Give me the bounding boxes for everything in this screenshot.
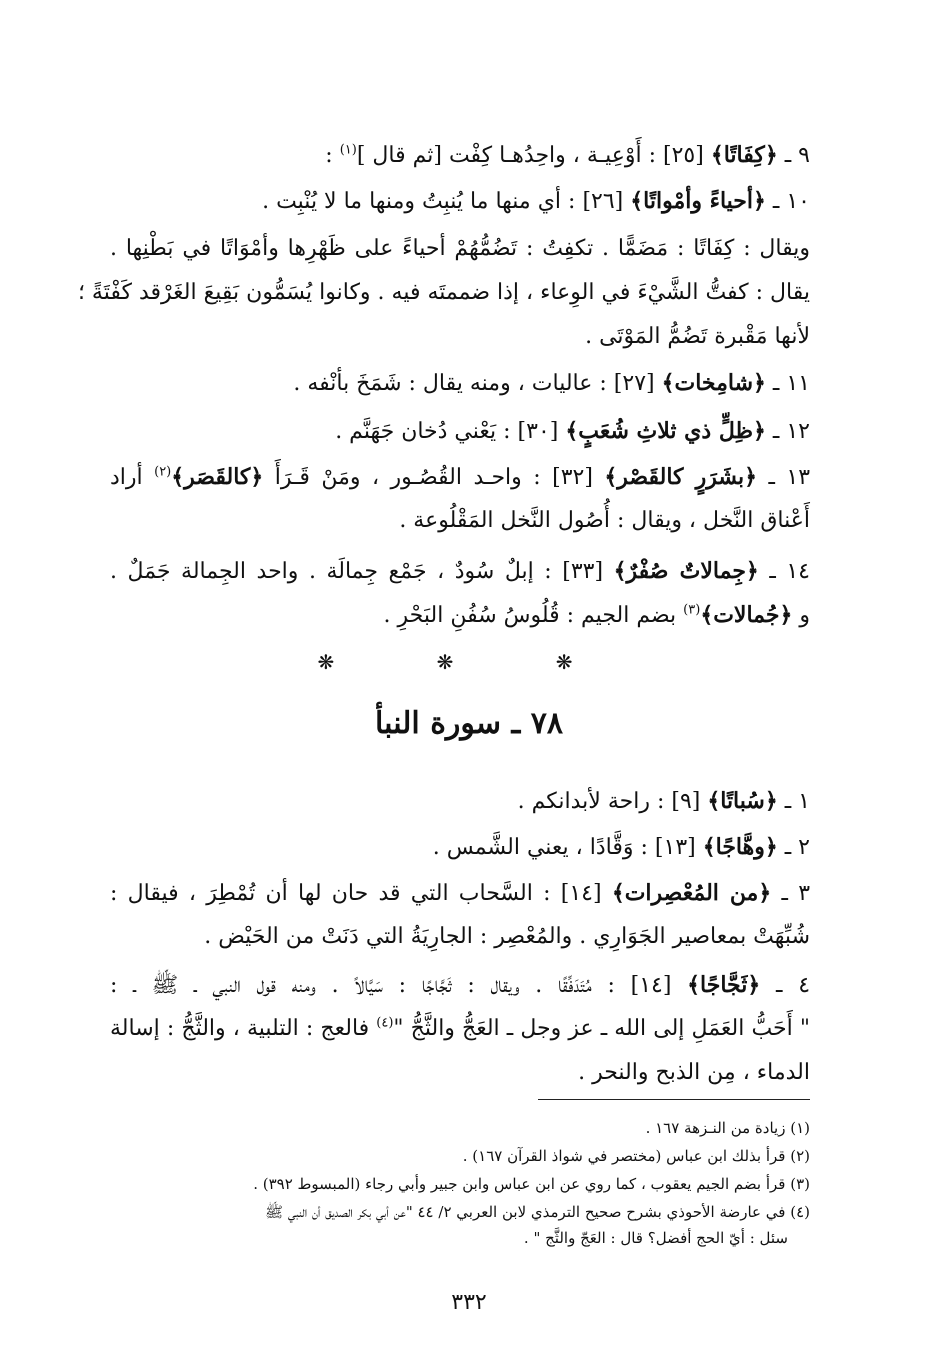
verse-ref: [٢٧] — [606, 371, 662, 396]
gloss-text: : يَعْني دُخان جَهَنَّم . — [335, 419, 511, 444]
entry-number: ٢ ـ — [777, 835, 810, 860]
footnote-1: (١) زيادة من النـزهة ١٦٧ . — [645, 1119, 810, 1137]
entry-number: ١ ـ — [777, 789, 810, 814]
paragraph-text: يقال : كفتُّ الشَّيْءَ في الوِعاء ، إذا ضممتَه فيه . وكانوا يُسَمُّون بَقِيعَ الغَرْقد كَفْتَةً ؛ — [77, 280, 810, 305]
entry-number: ٤ ـ — [760, 973, 811, 998]
entry-number: ١٠ ـ — [765, 189, 810, 214]
verse-ref: [٩] — [664, 789, 708, 814]
footnote-2: (٢) قرأ بذلك ابن عباس (مختصر في شواذ القرآن ١٦٧) . — [462, 1147, 810, 1165]
entry-9-line — [110, 138, 810, 173]
surah-title: ٧٨ ـ سورة النبأ — [375, 706, 563, 741]
verse-ref: [٢٥] — [656, 143, 711, 168]
paragraph-line — [77, 276, 810, 310]
entry-13-line — [110, 460, 810, 495]
footnote-3: (٣) قرأ بضم الجيم يعقوب ، كما روي عن ابن عباس وابن جبير وأبي رجاء (المبسوط ٣٩٢) . — [253, 1175, 810, 1193]
gloss-text: : إبلٌ سُودٌ ، جَمْع جِمالَة . واحد الجِمالة جَمَلٌ . — [110, 559, 552, 584]
paragraph-line — [110, 920, 810, 954]
gloss-tail: أراد — [110, 465, 155, 490]
paragraph-line — [110, 598, 810, 633]
gloss-tail: بضم الجيم : قُلُوسُ سُفُنِ البَحْرِ . — [383, 603, 684, 628]
quran-word: ﴿ظِلٍّ ذي ثلاثِ شُعَبٍ﴾ — [565, 418, 766, 444]
paragraph-line — [110, 232, 810, 266]
paragraph-text: " أَحَبُّ العَمَلِ إلى الله ـ عز وجل ـ العَجُّ والثَّجُّ " — [393, 1016, 810, 1041]
page-number: ٣٣٢ — [451, 1290, 487, 1315]
quran-word: ﴿ثَجَّاجًا﴾ — [687, 972, 761, 998]
gloss-text: : عاليات ، ومنه يقال : شَمَخَ بأنْفه . — [293, 371, 607, 396]
footnote-marker: (١) — [339, 142, 357, 158]
paragraph-line — [110, 504, 810, 538]
quran-word: ﴿شامِخات﴾ — [661, 370, 766, 396]
paragraph-text: لأنها مَقْبرة تَضُمُّ المَوْتَى . — [585, 324, 810, 349]
verse-ref: [٣٢] — [540, 465, 605, 490]
gloss-tail: فالعج : التلبية ، والثَّجُّ : إسالة — [110, 1016, 377, 1041]
quran-word-variant: ﴿كالقَصَر﴾ — [171, 464, 264, 490]
entry-2-line — [110, 830, 810, 865]
verse-ref: [٢٦] — [575, 189, 631, 214]
entry-11-line — [110, 366, 810, 401]
quran-word: ﴿من المُعْصِرات﴾ — [611, 880, 772, 906]
gloss-text: : مُتَدَفِّقًا . ويقال : ثَجَّاجًا : سَيَّالاً . ومنه قول النبي ـ ﷺ ـ : — [110, 973, 615, 998]
footnote-marker: (٢) — [154, 464, 172, 480]
paragraph-line — [110, 1056, 810, 1090]
paragraph-text: الدماء ، مِن الذبح والنحر . — [578, 1060, 810, 1085]
quran-word: ﴿جِمالاتٌ صُفْرٌ﴾ — [613, 558, 759, 584]
entry-4-line — [110, 968, 810, 1003]
entry-12-line — [110, 414, 810, 449]
entry-1-line — [110, 784, 810, 819]
entry-number: ١١ ـ — [765, 371, 810, 396]
quran-word: ﴿وهَّاجًا﴾ — [702, 834, 778, 860]
footnote-separator — [538, 1099, 810, 1100]
verse-ref: [١٤] — [614, 973, 688, 998]
entry-number: ٣ ـ — [771, 881, 811, 906]
gloss-text: : واحـد القُصُـور ، ومَنْ قَـرَأَ — [263, 465, 541, 490]
quran-word: ﴿سُباتًا﴾ — [707, 788, 778, 814]
paragraph-text: أَعْناق النَّخل ، ويقال : أُصُول النَّخل المَقْلُوعة . — [399, 508, 810, 533]
verse-ref: [٣٣] — [551, 559, 614, 584]
gloss-tail: : — [325, 143, 340, 168]
verse-ref: [١٤] — [550, 881, 612, 906]
entry-number: ١٣ ـ — [757, 465, 811, 490]
verse-ref: [١٣] — [647, 835, 703, 860]
entry-number: ٩ ـ — [777, 143, 810, 168]
quran-word: ﴿كِفَاتًا﴾ — [710, 142, 778, 168]
entry-10-line — [110, 184, 810, 219]
gloss-text: : أي منها ما يُنبِتُ ومنها ما لا يُنْبِت . — [262, 189, 576, 214]
gloss-text: : السَّحاب التي قد حان لها أن تُمْطِرَ ، فيقال : — [110, 881, 551, 906]
footnote-marker: (٤) — [376, 1015, 394, 1031]
quran-word: ﴿بشَرَرٍ كالقَصْر﴾ — [604, 464, 758, 490]
section-divider-stars: ❋ ❋ ❋ — [317, 650, 621, 674]
paragraph-line — [110, 1012, 810, 1046]
paragraph-line — [110, 320, 810, 354]
paragraph-text: و — [792, 603, 810, 628]
footnote-4: (٤) في عارضة الأحوذي بشرح صحيح الترمذي لابن العربي ٢/ ٤٤ "عن أبي بكر الصديق أن النبي ﷺ — [264, 1203, 810, 1221]
gloss-text: : وَقَّادًا ، يعني الشَّمس . — [432, 835, 648, 860]
entry-number: ١٤ ـ — [758, 559, 810, 584]
quran-word: ﴿جُمالات﴾ — [700, 602, 793, 628]
paragraph-text: ويقال : كِفَاتًا : مَضَمًّا . تكفِتُ : تَضُمُّهُمْ أحياءً على ظَهْرِها وأمْوَاتًا في بَطْنِها . — [110, 236, 811, 261]
gloss-text: : أَوْعِيـة ، واحِدُهـا كِفْت [ثم قال ] — [356, 143, 657, 168]
entry-14-line — [110, 554, 810, 589]
entry-3-line — [110, 876, 810, 911]
entry-number: ١٢ ـ — [765, 419, 810, 444]
verse-ref: [٣٠] — [510, 419, 566, 444]
gloss-text: : راحة لأبدانكم . — [517, 789, 665, 814]
quran-word: ﴿أحياءً وأمْواتًا﴾ — [630, 188, 766, 214]
paragraph-text: شُبِّهَتْ بمعاصير الجَوَارِي . والمُعْصِر : الجارِيَةُ التي دَنَتْ من الحَيْض . — [204, 924, 810, 949]
footnote-marker: (٣) — [683, 602, 701, 618]
footnote-4-continued: سئل : أيّ الحج أفضل؟ قال : العَجّ والثَّج " . — [523, 1229, 788, 1247]
